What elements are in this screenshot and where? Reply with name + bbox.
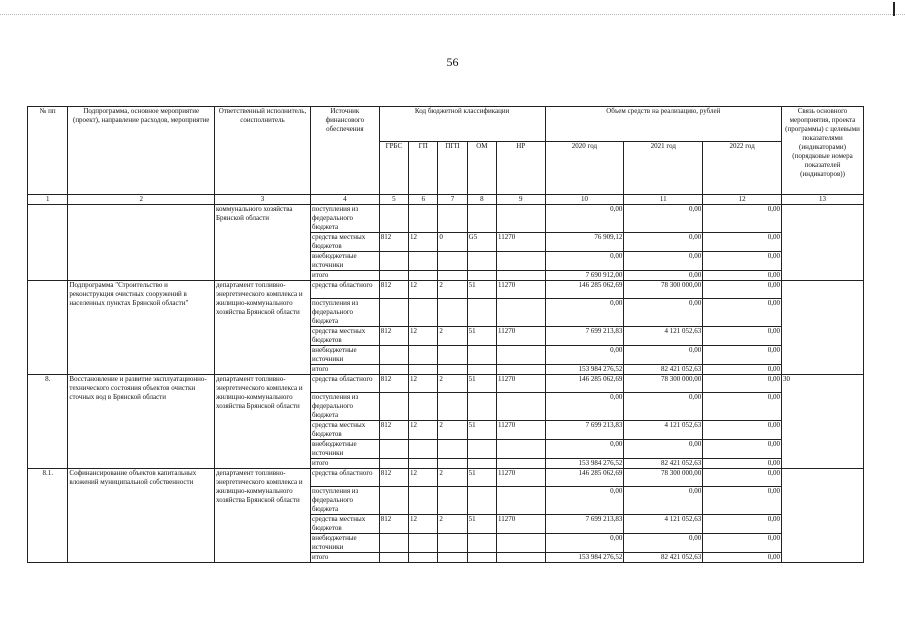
code-gp — [409, 365, 438, 375]
indicator-link — [782, 205, 864, 281]
amount-2021: 4 121 052,63 — [624, 327, 703, 346]
header-2022: 2022 год — [703, 142, 782, 195]
executor: департамент топливно-энергетического комплекса и жилищно-коммунального хозяйства Брянской области — [214, 375, 310, 469]
code-gp — [409, 553, 438, 563]
funding-source: средства областного — [311, 281, 380, 299]
amount-2021: 0,00 — [624, 346, 703, 365]
amount-2022: 0,00 — [703, 421, 782, 440]
code-pgp — [438, 346, 467, 365]
code-nr — [496, 459, 545, 469]
indicator-link: 30 — [782, 375, 864, 469]
amount-2021: 78 300 000,00 — [624, 469, 703, 487]
amount-2021: 78 300 000,00 — [624, 281, 703, 299]
amount-2022: 0,00 — [703, 459, 782, 469]
code-nr — [496, 365, 545, 375]
code-om: 51 — [467, 281, 496, 299]
row-number: 8.1. — [28, 469, 68, 563]
code-pgp: 2 — [438, 281, 467, 299]
code-pgp: 2 — [438, 375, 467, 393]
indicator-link — [782, 281, 864, 375]
amount-2022: 0,00 — [703, 375, 782, 393]
header-gp: ГП — [409, 142, 438, 195]
amount-2022: 0,00 — [703, 365, 782, 375]
executor: коммунального хозяйства Брянской области — [214, 205, 310, 281]
col-number: 3 — [214, 195, 310, 205]
code-nr — [496, 346, 545, 365]
funding-source: внебюджетные источники — [311, 346, 380, 365]
amount-2021: 0,00 — [624, 487, 703, 515]
code-grbs — [379, 440, 408, 459]
amount-2020: 0,00 — [545, 205, 624, 233]
code-gp — [409, 271, 438, 281]
amount-2021: 82 421 052,63 — [624, 459, 703, 469]
amount-2021: 4 121 052,63 — [624, 515, 703, 534]
funding-source: средства местных бюджетов — [311, 515, 380, 534]
code-gp — [409, 393, 438, 421]
header-budget-code: Код бюджетной классификации — [379, 107, 545, 142]
code-pgp — [438, 440, 467, 459]
code-om — [467, 393, 496, 421]
code-pgp: 2 — [438, 515, 467, 534]
budget-table — [27, 106, 864, 563]
funding-source: внебюджетные источники — [311, 534, 380, 553]
code-pgp: 0 — [438, 233, 467, 252]
code-nr — [496, 271, 545, 281]
code-gp: 12 — [409, 233, 438, 252]
code-grbs — [379, 346, 408, 365]
code-grbs — [379, 271, 408, 281]
table-body — [28, 205, 864, 563]
header-amount: Объем средств на реализацию, рублей — [545, 107, 782, 142]
funding-source: средства местных бюджетов — [311, 233, 380, 252]
code-om — [467, 553, 496, 563]
table-row — [28, 281, 864, 299]
funding-source: итого — [311, 459, 380, 469]
row-number — [28, 281, 68, 375]
funding-source: поступления из федерального бюджета — [311, 299, 380, 327]
code-grbs — [379, 393, 408, 421]
code-grbs — [379, 459, 408, 469]
code-gp — [409, 299, 438, 327]
col-number: 7 — [438, 195, 467, 205]
code-om — [467, 459, 496, 469]
code-grbs — [379, 205, 408, 233]
code-gp — [409, 346, 438, 365]
col-number: 6 — [409, 195, 438, 205]
amount-2020: 0,00 — [545, 252, 624, 271]
col-number: 10 — [545, 195, 624, 205]
code-om: 51 — [467, 327, 496, 346]
header-link: Связь основного мероприятия, проекта (программы) с целевыми показателями (индикаторами) (порядковые номера показателей (индикаторов)) — [782, 107, 864, 195]
funding-source: поступления из федерального бюджета — [311, 487, 380, 515]
code-nr: 11270 — [496, 233, 545, 252]
amount-2022: 0,00 — [703, 553, 782, 563]
header-row — [28, 107, 864, 142]
col-number: 9 — [496, 195, 545, 205]
amount-2021: 4 121 052,63 — [624, 421, 703, 440]
amount-2022: 0,00 — [703, 205, 782, 233]
funding-source: средства областного — [311, 375, 380, 393]
header-2021: 2021 год — [624, 142, 703, 195]
amount-2020: 0,00 — [545, 440, 624, 459]
code-om — [467, 365, 496, 375]
funding-source: внебюджетные источники — [311, 252, 380, 271]
code-om — [467, 252, 496, 271]
amount-2020: 7 699 213,83 — [545, 327, 624, 346]
amount-2021: 0,00 — [624, 205, 703, 233]
funding-source: средства областного — [311, 469, 380, 487]
amount-2020: 7 699 213,83 — [545, 515, 624, 534]
table-row — [28, 469, 864, 487]
col-number: 8 — [467, 195, 496, 205]
code-nr — [496, 553, 545, 563]
code-grbs — [379, 365, 408, 375]
col-number: 4 — [311, 195, 380, 205]
amount-2021: 82 421 052,63 — [624, 365, 703, 375]
code-om — [467, 346, 496, 365]
executor: департамент топливно-энергетического комплекса и жилищно-коммунального хозяйства Брянской области — [214, 469, 310, 563]
code-nr: 11270 — [496, 327, 545, 346]
amount-2022: 0,00 — [703, 515, 782, 534]
code-om — [467, 271, 496, 281]
code-grbs — [379, 299, 408, 327]
table-row — [28, 375, 864, 393]
header-nr: НР — [496, 142, 545, 195]
row-number: 8. — [28, 375, 68, 469]
header-pgp: ПГП — [438, 142, 467, 195]
code-nr: 11270 — [496, 469, 545, 487]
col-number: 1 — [28, 195, 68, 205]
col-number: 12 — [703, 195, 782, 205]
amount-2022: 0,00 — [703, 346, 782, 365]
header-no: № пп — [28, 107, 68, 195]
header-om: ОМ — [467, 142, 496, 195]
header-2020: 2020 год — [545, 142, 624, 195]
scan-artifact-line — [0, 14, 905, 16]
code-gp: 12 — [409, 375, 438, 393]
measure-name: Восстановление и развитие эксплуатационно-технического состояния объектов очистки сточных вод в Брянской области — [68, 375, 215, 469]
code-grbs — [379, 487, 408, 515]
amount-2022: 0,00 — [703, 233, 782, 252]
amount-2021: 0,00 — [624, 233, 703, 252]
amount-2021: 0,00 — [624, 393, 703, 421]
executor: департамент топливно-энергетического комплекса и жилищно-коммунального хозяйства Брянской области — [214, 281, 310, 375]
funding-source: средства местных бюджетов — [311, 327, 380, 346]
code-pgp — [438, 299, 467, 327]
amount-2020: 0,00 — [545, 299, 624, 327]
code-nr — [496, 487, 545, 515]
amount-2022: 0,00 — [703, 469, 782, 487]
code-om — [467, 487, 496, 515]
code-pgp: 2 — [438, 469, 467, 487]
amount-2020: 153 984 276,52 — [545, 553, 624, 563]
funding-source: итого — [311, 365, 380, 375]
amount-2021: 78 300 000,00 — [624, 375, 703, 393]
code-grbs: 812 — [379, 421, 408, 440]
code-grbs — [379, 534, 408, 553]
code-nr — [496, 299, 545, 327]
code-nr — [496, 534, 545, 553]
code-pgp — [438, 205, 467, 233]
code-gp: 12 — [409, 281, 438, 299]
amount-2020: 146 285 062,69 — [545, 469, 624, 487]
row-number — [28, 205, 68, 281]
scan-edge-mark — [893, 2, 895, 16]
amount-2022: 0,00 — [703, 327, 782, 346]
measure-name — [68, 205, 215, 281]
code-gp — [409, 459, 438, 469]
amount-2020: 7 690 912,00 — [545, 271, 624, 281]
code-pgp — [438, 459, 467, 469]
amount-2021: 0,00 — [624, 440, 703, 459]
funding-source: поступления из федерального бюджета — [311, 205, 380, 233]
code-pgp: 2 — [438, 421, 467, 440]
amount-2020: 0,00 — [545, 393, 624, 421]
code-pgp — [438, 487, 467, 515]
code-om: 51 — [467, 375, 496, 393]
header-source: Источник финансового обеспечения — [311, 107, 380, 195]
code-pgp — [438, 534, 467, 553]
code-om: 51 — [467, 515, 496, 534]
amount-2021: 0,00 — [624, 534, 703, 553]
header-executor: Ответственный исполнитель, соисполнитель — [214, 107, 310, 195]
indicator-link — [782, 469, 864, 563]
amount-2020: 76 909,12 — [545, 233, 624, 252]
code-gp — [409, 205, 438, 233]
code-nr — [496, 440, 545, 459]
col-number: 5 — [379, 195, 408, 205]
amount-2020: 146 285 062,69 — [545, 281, 624, 299]
amount-2022: 0,00 — [703, 487, 782, 515]
amount-2020: 0,00 — [545, 346, 624, 365]
amount-2020: 153 984 276,52 — [545, 365, 624, 375]
amount-2020: 0,00 — [545, 534, 624, 553]
code-pgp: 2 — [438, 327, 467, 346]
code-nr: 11270 — [496, 281, 545, 299]
amount-2020: 153 984 276,52 — [545, 459, 624, 469]
funding-source: итого — [311, 553, 380, 563]
code-pgp — [438, 393, 467, 421]
code-om: 51 — [467, 469, 496, 487]
amount-2022: 0,00 — [703, 252, 782, 271]
code-gp: 12 — [409, 469, 438, 487]
code-om — [467, 205, 496, 233]
header-subprogram: Подпрограмма, основное мероприятие (проект), направление расходов, мероприятие — [68, 107, 215, 195]
code-nr — [496, 393, 545, 421]
code-pgp — [438, 365, 467, 375]
funding-source: средства местных бюджетов — [311, 421, 380, 440]
code-om — [467, 299, 496, 327]
code-pgp — [438, 271, 467, 281]
page-number: 56 — [446, 55, 459, 69]
amount-2022: 0,00 — [703, 281, 782, 299]
code-om: G5 — [467, 233, 496, 252]
amount-2022: 0,00 — [703, 440, 782, 459]
amount-2020: 146 285 062,69 — [545, 375, 624, 393]
code-nr: 11270 — [496, 375, 545, 393]
code-pgp — [438, 252, 467, 271]
code-grbs: 812 — [379, 515, 408, 534]
code-om — [467, 440, 496, 459]
funding-source: поступления из федерального бюджета — [311, 393, 380, 421]
code-gp — [409, 487, 438, 515]
amount-2022: 0,00 — [703, 299, 782, 327]
code-gp — [409, 534, 438, 553]
col-number: 11 — [624, 195, 703, 205]
measure-name: Софинансирование объектов капитальных вложений муниципальной собственности — [68, 469, 215, 563]
amount-2021: 82 421 052,63 — [624, 553, 703, 563]
amount-2020: 0,00 — [545, 487, 624, 515]
code-grbs — [379, 252, 408, 271]
code-om — [467, 534, 496, 553]
amount-2022: 0,00 — [703, 534, 782, 553]
header-grbs: ГРБС — [379, 142, 408, 195]
code-gp: 12 — [409, 421, 438, 440]
code-om: 51 — [467, 421, 496, 440]
amount-2021: 0,00 — [624, 271, 703, 281]
funding-source: итого — [311, 271, 380, 281]
code-grbs: 812 — [379, 375, 408, 393]
code-gp: 12 — [409, 327, 438, 346]
code-nr: 11270 — [496, 515, 545, 534]
measure-name: Подпрограмма "Строительство и реконструкция очистных сооружений в населенных пунктах Брянской области" — [68, 281, 215, 375]
column-number-row — [28, 195, 864, 205]
code-nr — [496, 205, 545, 233]
code-grbs: 812 — [379, 327, 408, 346]
code-grbs: 812 — [379, 281, 408, 299]
table-row — [28, 205, 864, 233]
amount-2021: 0,00 — [624, 252, 703, 271]
code-nr: 11270 — [496, 421, 545, 440]
code-nr — [496, 252, 545, 271]
amount-2022: 0,00 — [703, 393, 782, 421]
amount-2021: 0,00 — [624, 299, 703, 327]
code-gp — [409, 252, 438, 271]
col-number: 2 — [68, 195, 215, 205]
code-gp — [409, 440, 438, 459]
amount-2020: 7 699 213,83 — [545, 421, 624, 440]
code-grbs: 812 — [379, 233, 408, 252]
code-grbs: 812 — [379, 469, 408, 487]
amount-2022: 0,00 — [703, 271, 782, 281]
col-number: 13 — [782, 195, 864, 205]
funding-source: внебюджетные источники — [311, 440, 380, 459]
code-gp: 12 — [409, 515, 438, 534]
code-grbs — [379, 553, 408, 563]
code-pgp — [438, 553, 467, 563]
